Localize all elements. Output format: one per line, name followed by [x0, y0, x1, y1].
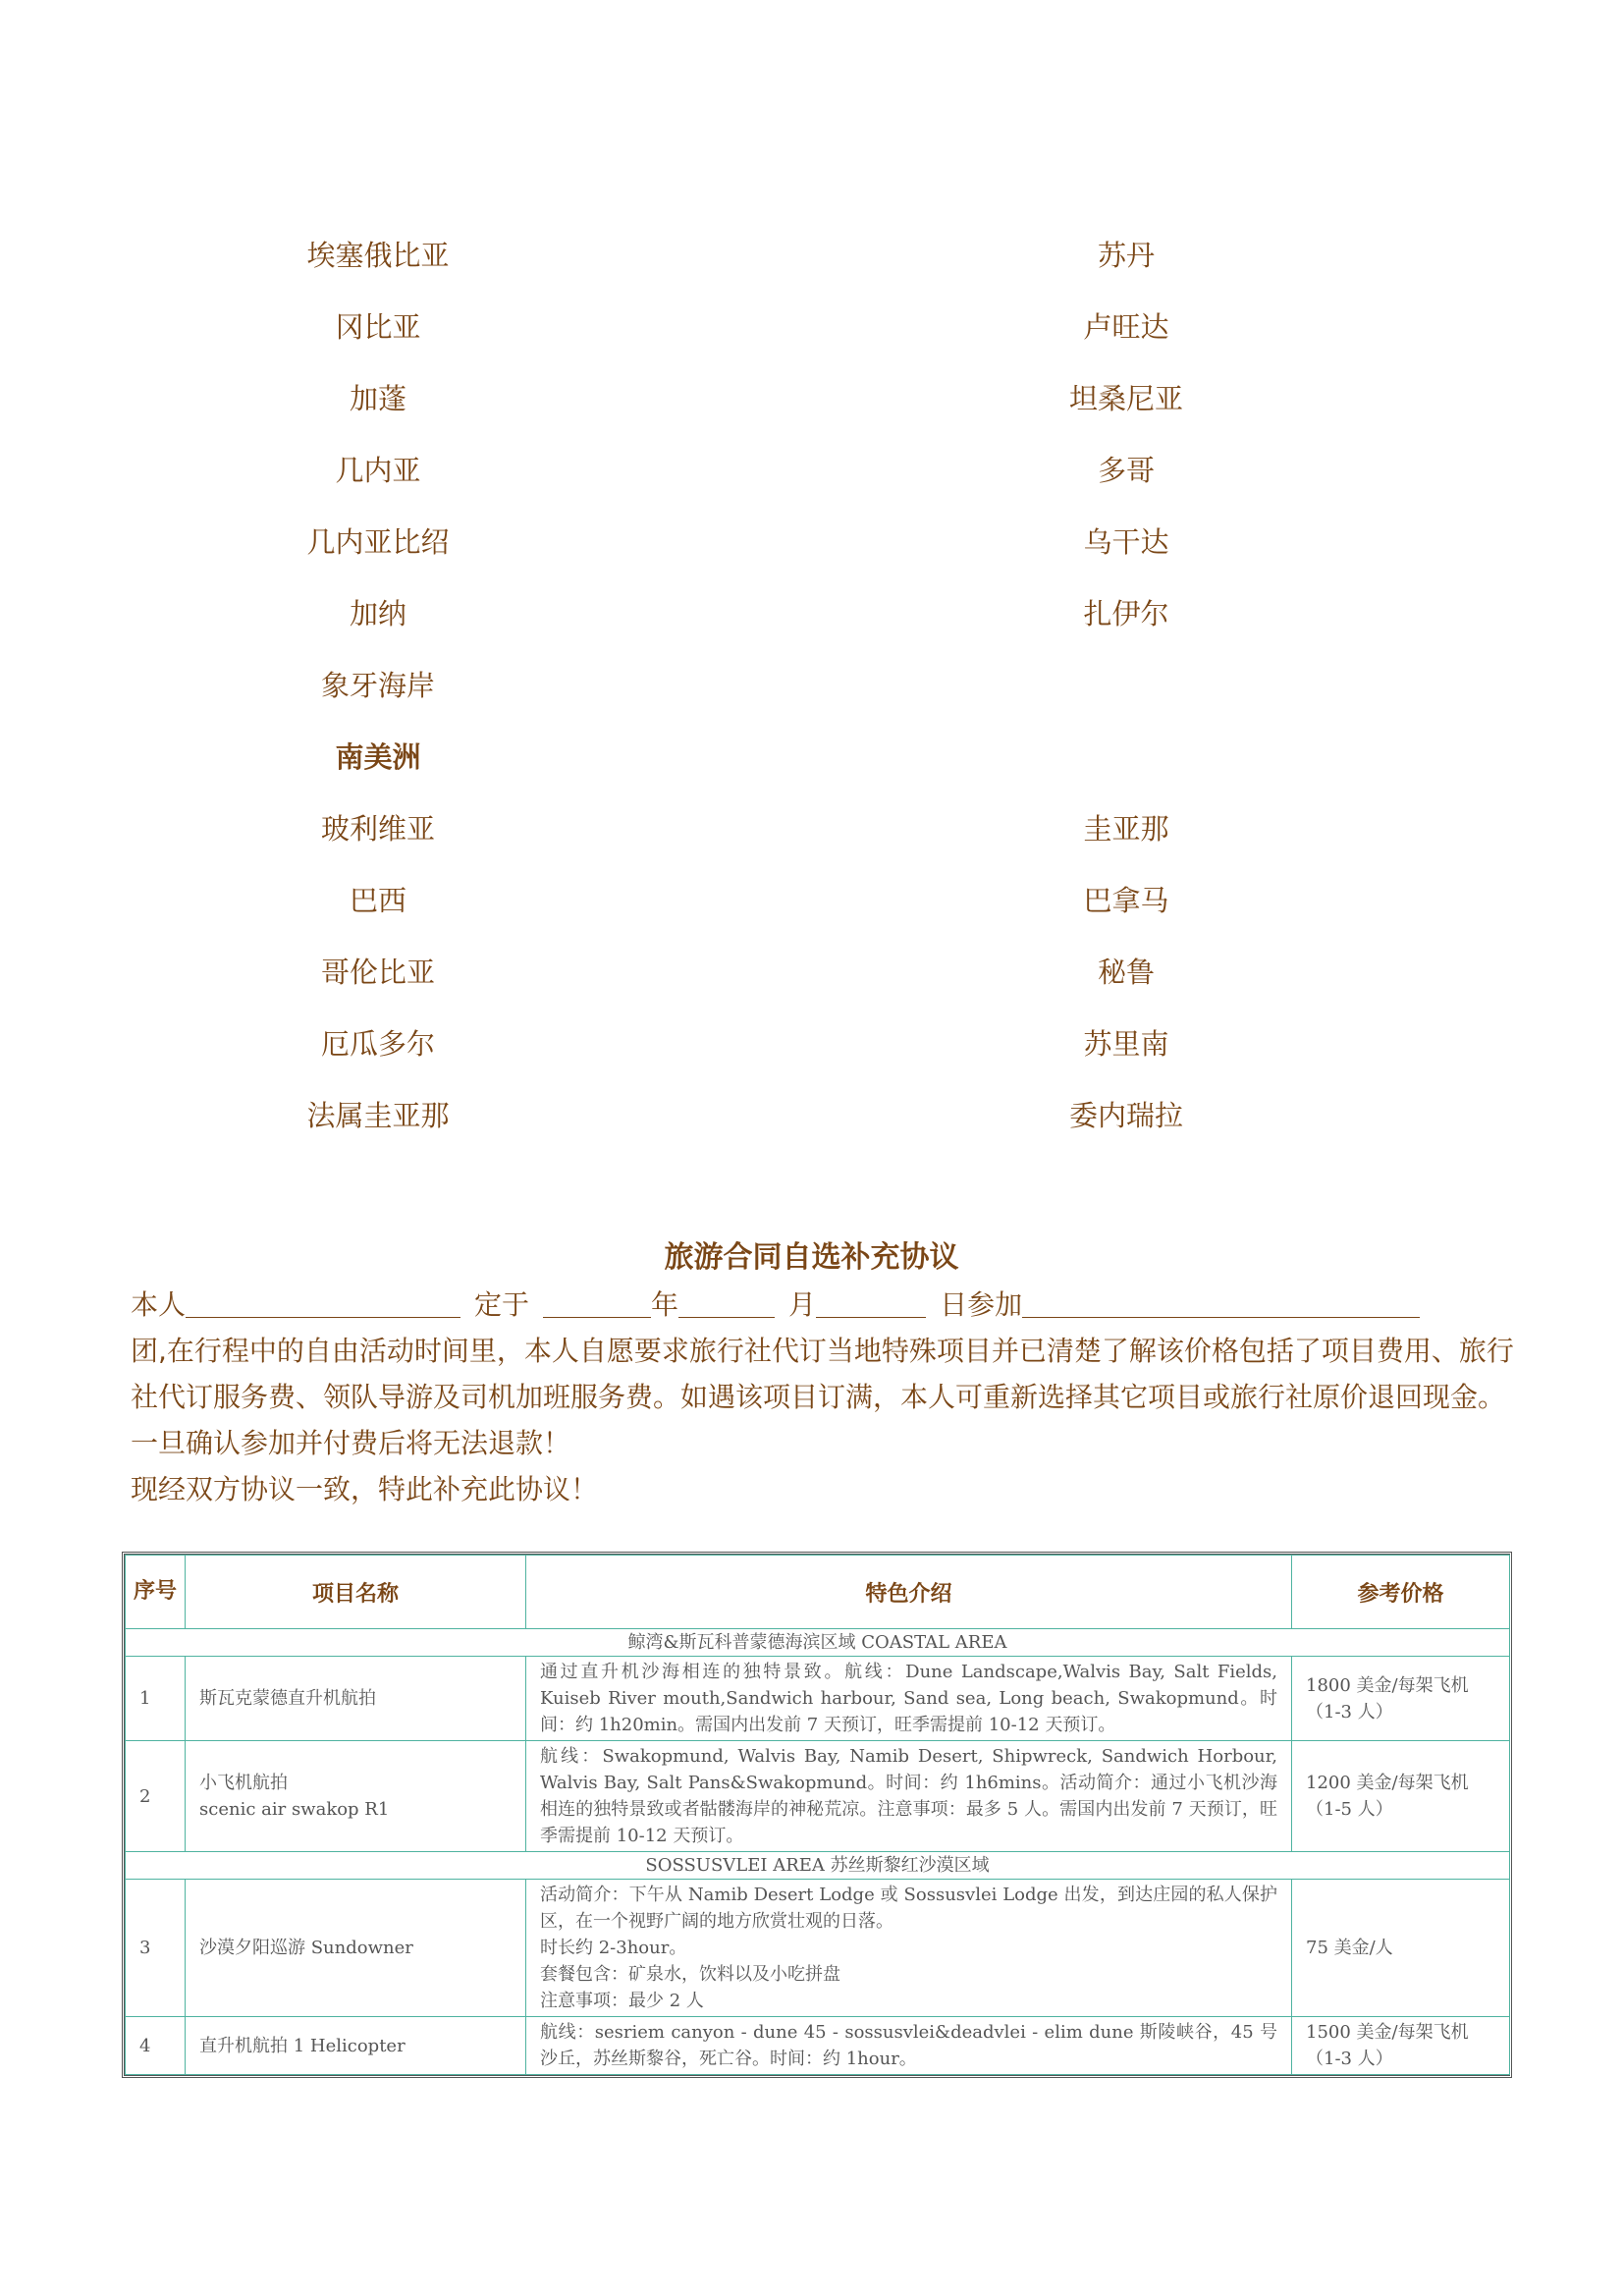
prefix-label: 本人: [131, 1288, 187, 1321]
country-name: 巴西: [349, 884, 406, 917]
item-num: 4: [126, 2017, 186, 2075]
table-row: [126, 1880, 1510, 2017]
country-name: 坦桑尼亚: [1068, 382, 1183, 415]
country-name: 巴拿马: [1083, 884, 1169, 917]
country-row: [0, 367, 1623, 439]
item-name: 斯瓦克蒙德直升机航拍: [186, 1657, 526, 1741]
region-label: SOSSUSVLEI AREA 苏丝斯黎红沙漠区域: [126, 1852, 1510, 1880]
item-desc: 航线：Swakopmund, Walvis Bay, Namib Desert, Shipwreck, Sandwich Horbour, Walvis Bay, Salt Pans&Swakopmund。时间：约 1h6mins。活动简介：通过小飞机沙海相连的独特景致或者骷髅海岸的神秘荒凉。注意事项：最多 5 人。需国内出发前 7 天预订，旺季需提前 10-12 天预订。: [526, 1741, 1292, 1852]
item-name: 直升机航拍 1 Helicopter: [186, 2017, 526, 2075]
agreement-line: 一旦确认参加并付费后将无法退款！: [131, 1427, 571, 1459]
country-row: [0, 797, 1623, 869]
agreement-body: [131, 1282, 1525, 1512]
country-row: [0, 224, 1623, 296]
country-row: [0, 1084, 1623, 1156]
table-header-row: [126, 1556, 1510, 1629]
month-blank[interactable]: [678, 1287, 775, 1318]
country-name: 卢旺达: [1083, 310, 1169, 344]
item-desc: 通过直升机沙海相连的独特景致。航线：Dune Landscape,Walvis Bay, Salt Fields, Kuiseb River mouth,Sandwich harbour, Sand sea, Long beach, Swakopmund。时间：约 1h20min。需国内出发前 7 天预订，旺季需提前 10-12 天预订。: [526, 1657, 1292, 1741]
item-name: 沙漠夕阳巡游 Sundowner: [186, 1880, 526, 2017]
item-price: 75 美金/人: [1292, 1880, 1510, 2017]
country-name: 冈比亚: [335, 310, 421, 344]
country-row: [0, 941, 1623, 1012]
country-name: 埃塞俄比亚: [306, 239, 450, 272]
section-heading-row: [0, 726, 1623, 797]
country-name: 象牙海岸: [320, 669, 435, 702]
agreement-line: 现经双方协议一致，特此补充此协议！: [131, 1473, 599, 1505]
section-heading: 南美洲: [335, 740, 421, 774]
item-name-cell: [186, 1741, 526, 1852]
header-desc: 特色介绍: [526, 1556, 1292, 1629]
country-row: [0, 296, 1623, 367]
country-row: [0, 439, 1623, 511]
country-name: 加纳: [349, 597, 406, 630]
tour-blank[interactable]: [1022, 1287, 1420, 1318]
desc-line: 套餐包含：矿泉水，饮料以及小吃拼盘: [540, 1964, 840, 1985]
country-name: 苏丹: [1097, 239, 1155, 272]
header-num: 序号: [126, 1556, 186, 1629]
item-desc: [526, 1880, 1292, 2017]
header-name: 项目名称: [186, 1556, 526, 1629]
country-name: 委内瑞拉: [1068, 1099, 1183, 1132]
year-blank[interactable]: [543, 1287, 651, 1318]
header-price: 参考价格: [1292, 1556, 1510, 1629]
day-join-label: 日参加: [940, 1288, 1023, 1321]
item-num: 3: [126, 1880, 186, 2017]
item-price: 1200 美金/每架飞机（1-5 人）: [1292, 1741, 1510, 1852]
country-name: 多哥: [1097, 454, 1155, 487]
table-row: [126, 2017, 1510, 2075]
country-name: 扎伊尔: [1083, 597, 1169, 630]
activity-table: [125, 1555, 1510, 2075]
region-row: [126, 1629, 1510, 1657]
country-name: 秘鲁: [1097, 956, 1155, 989]
year-label: 年: [651, 1288, 679, 1321]
desc-line: 时长约 2-3hour。: [540, 1938, 687, 1958]
country-name: 乌干达: [1083, 525, 1169, 559]
desc-line: 活动简介：下午从 Namib Desert Lodge 或 Sossusvlei Lodge 出发，到达庄园的私人保护区，在一个视野广阔的地方欣赏壮观的日落。: [540, 1885, 1277, 1932]
item-name-en: scenic air swakop R1: [199, 1799, 390, 1820]
country-row: [0, 582, 1623, 654]
item-name: 小飞机航拍: [199, 1773, 288, 1793]
region-label: 鲸湾&斯瓦科普蒙德海滨区域 COASTAL AREA: [126, 1629, 1510, 1657]
country-name: 玻利维亚: [320, 812, 435, 846]
country-name: 法属圭亚那: [306, 1099, 450, 1132]
country-name: 圭亚那: [1083, 812, 1169, 846]
desc-line: 注意事项：最少 2 人: [540, 1991, 704, 2011]
month-label: 月: [788, 1288, 817, 1321]
country-name: 厄瓜多尔: [320, 1027, 435, 1061]
agreement-line: 社代订服务费、领队导游及司机加班服务费。如遇该项目订满，本人可重新选择其它项目或旅行社原价退回现金。: [131, 1381, 1506, 1413]
table-row: [126, 1657, 1510, 1741]
item-num: 1: [126, 1657, 186, 1741]
agreement-line: [131, 1282, 1525, 1328]
country-row: [0, 1012, 1623, 1084]
country-name: 加蓬: [349, 382, 406, 415]
date-label: 定于: [474, 1288, 530, 1321]
item-num: 2: [126, 1741, 186, 1852]
country-name: 哥伦比亚: [320, 956, 435, 989]
name-blank[interactable]: [186, 1287, 460, 1318]
day-blank[interactable]: [816, 1287, 926, 1318]
country-row: [0, 869, 1623, 941]
country-list: [0, 224, 1623, 1156]
country-name: 几内亚比绍: [306, 525, 450, 559]
agreement-title: 旅游合同自选补充协议: [664, 1240, 959, 1275]
table-row: [126, 1741, 1510, 1852]
item-price: 1800 美金/每架飞机（1-3 人）: [1292, 1657, 1510, 1741]
item-desc: 航线：sesriem canyon - dune 45 - sossusvlei&deadvlei - elim dune 斯陵峡谷，45 号沙丘，苏丝斯黎谷，死亡谷。时间：约 1hour。: [526, 2017, 1292, 2075]
region-row: [126, 1852, 1510, 1880]
country-row: [0, 654, 1623, 726]
item-price: 1500 美金/每架飞机（1-3 人）: [1292, 2017, 1510, 2075]
activity-table-wrap: [122, 1552, 1512, 2078]
country-row: [0, 511, 1623, 582]
country-name: 几内亚: [335, 454, 421, 487]
country-name: 苏里南: [1083, 1027, 1169, 1061]
agreement-line: 团,在行程中的自由活动时间里，本人自愿要求旅行社代订当地特殊项目并已清楚了解该价格包括了项目费用、旅行: [131, 1335, 1514, 1367]
